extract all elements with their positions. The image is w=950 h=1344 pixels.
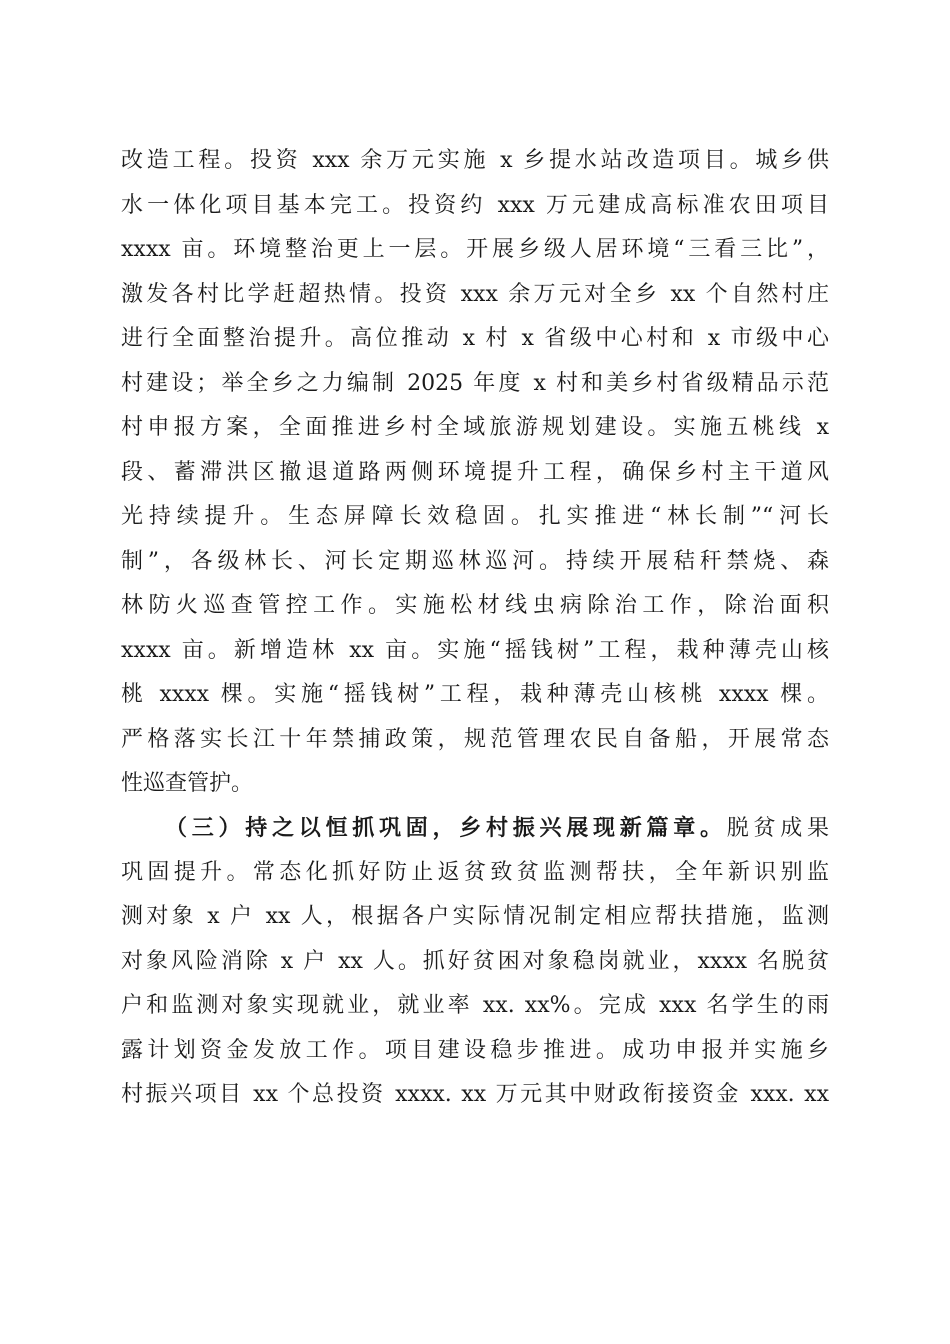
text-line: xxxx 亩。新增造林 xx 亩。实施“摇钱树”工程，栽种薄壳山核 (121, 637, 829, 663)
text-line: 村建设；举全乡之力编制 2025 年度 x 村和美乡村省级精品示范 (121, 370, 829, 396)
text-line: 户和监测对象实现就业，就业率 xx. xx%。完成 xxx 名学生的雨 (121, 993, 829, 1018)
text-line: 段、蓄滞洪区撤退道路两侧环境提升工程，确保乡村主干道风 (121, 459, 829, 485)
heading-line-rest: 脱贫成果 (726, 816, 829, 841)
text-line: 对象风险消除 x 户 xx 人。抓好贫困对象稳岗就业，xxxx 名脱贫 (121, 948, 829, 974)
text-line: 性巡查管护。 (121, 771, 254, 796)
text-line: 桃 xxxx 棵。实施“摇钱树”工程，栽种薄壳山核桃 xxxx 棵。 (121, 682, 829, 707)
text-line: 测对象 x 户 xx 人，根据各户实际情况制定相应帮扶措施，监测 (121, 904, 829, 929)
text-line: 水一体化项目基本完工。投资约 xxx 万元建成高标准农田项目 (121, 192, 829, 218)
text-line: 村振兴项目 xx 个总投资 xxxx. xx 万元其中财政衔接资金 xxx. xx (121, 1082, 829, 1107)
text-line: 光持续提升。生态屏障长效稳固。扎实推进“林长制”“河长 (121, 504, 829, 529)
text-line: 露计划资金发放工作。项目建设稳步推进。成功申报并实施乡 (121, 1037, 829, 1063)
paragraph-1 (121, 139, 829, 807)
text-line: xxxx 亩。环境整治更上一层。开展乡级人居环境“三看三比”， (121, 237, 829, 262)
heading-line (121, 806, 829, 851)
text-line: 村申报方案，全面推进乡村全域旅游规划建设。实施五桃线 x (121, 415, 829, 440)
text-line: 严格落实长江十年禁捕政策，规范管理农民自备船，开展常态 (121, 726, 829, 752)
text-line: 改造工程。投资 xxx 余万元实施 x 乡提水站改造项目。城乡供 (121, 148, 829, 173)
text-line: 制”，各级林长、河长定期巡林巡河。持续开展秸秆禁烧、森 (121, 548, 829, 574)
section-heading: （三）持之以恒抓巩固，乡村振兴展现新篇章。 (165, 815, 727, 841)
text-line: 进行全面整治提升。高位推动 x 村 x 省级中心村和 x 市级中心 (121, 326, 829, 351)
text-line: 激发各村比学赶超热情。投资 xxx 余万元对全乡 xx 个自然村庄 (121, 281, 829, 307)
text-line: 巩固提升。常态化抓好防止返贫致贫监测帮扶，全年新识别监 (121, 859, 829, 885)
text-line: 林防火巡查管控工作。实施松材线虫病除治工作，除治面积 (121, 593, 829, 618)
paragraph-2 (121, 806, 829, 1118)
